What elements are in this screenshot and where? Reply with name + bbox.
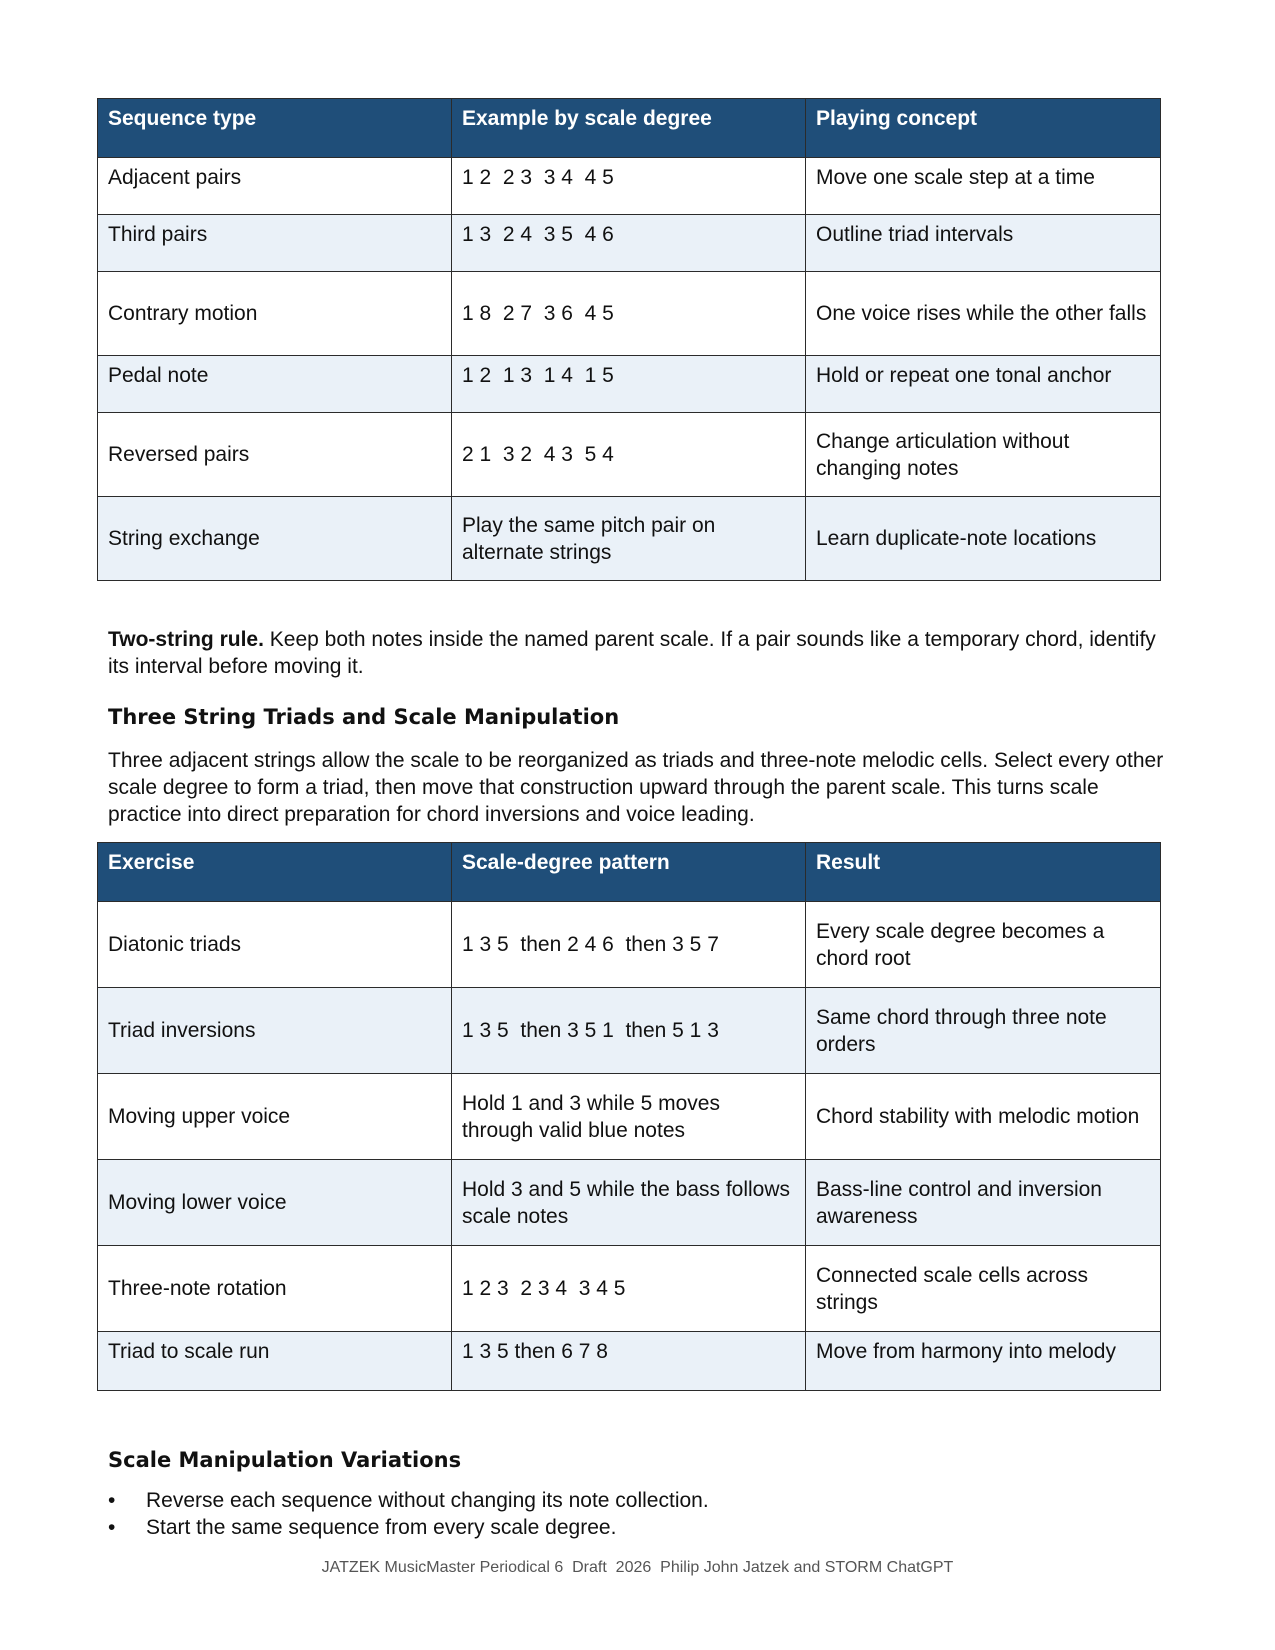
table-cell: Diatonic triads (98, 902, 452, 988)
table-row (98, 497, 1161, 581)
table-cell: Pedal note (98, 356, 452, 413)
table-cell: Learn duplicate-note locations (806, 497, 1161, 581)
table-row (98, 1074, 1161, 1160)
rule-label: Two-string rule. (108, 628, 264, 651)
table-row (98, 988, 1161, 1074)
section-heading-triads: Three String Triads and Scale Manipulation (108, 705, 620, 729)
table-row (98, 1246, 1161, 1332)
table-row (98, 356, 1161, 413)
table-cell: Move from harmony into melody (806, 1332, 1161, 1391)
table-cell: Outline triad intervals (806, 215, 1161, 272)
two-string-rule-paragraph (108, 626, 1168, 680)
column-header-result: Result (806, 843, 1161, 902)
table-cell: Hold 3 and 5 while the bass follows scale notes (452, 1160, 806, 1246)
table-header-row (98, 99, 1161, 158)
table-cell: One voice rises while the other falls (806, 272, 1161, 356)
table-cell: 1 2 2 3 3 4 4 5 (452, 158, 806, 215)
table-cell: String exchange (98, 497, 452, 581)
table-cell: 1 3 2 4 3 5 4 6 (452, 215, 806, 272)
section-heading-variations: Scale Manipulation Variations (108, 1448, 462, 1472)
table-row (98, 902, 1161, 988)
table-row (98, 1160, 1161, 1246)
table-cell: Every scale degree becomes a chord root (806, 902, 1161, 988)
column-header-exercise: Exercise (98, 843, 452, 902)
table-cell: Adjacent pairs (98, 158, 452, 215)
variations-list (108, 1487, 709, 1541)
table-cell: Triad to scale run (98, 1332, 452, 1391)
table-cell: Bass-line control and inversion awareness (806, 1160, 1161, 1246)
rule-text: Keep both notes inside the named parent scale. If a pair sounds like a temporary chord, identify its interval before moving it. (108, 628, 1156, 678)
table-row (98, 158, 1161, 215)
column-header-pattern: Scale-degree pattern (452, 843, 806, 902)
table-cell: Play the same pitch pair on alternate strings (452, 497, 806, 581)
table-cell: Triad inversions (98, 988, 452, 1074)
table-cell: Moving upper voice (98, 1074, 452, 1160)
list-item-text: Reverse each sequence without changing its note collection. (146, 1489, 709, 1512)
table-cell: Third pairs (98, 215, 452, 272)
table-cell: Change articulation without changing notes (806, 413, 1161, 497)
table-cell: 1 2 3 2 3 4 3 4 5 (452, 1246, 806, 1332)
table-cell: 1 3 5 then 6 7 8 (452, 1332, 806, 1391)
column-header-sequence-type: Sequence type (98, 99, 452, 158)
column-header-example: Example by scale degree (452, 99, 806, 158)
list-item-text: Start the same sequence from every scale degree. (146, 1516, 617, 1539)
table-cell: 2 1 3 2 4 3 5 4 (452, 413, 806, 497)
bullet-icon: • (108, 1489, 116, 1512)
table-cell: Hold 1 and 3 while 5 moves through valid blue notes (452, 1074, 806, 1160)
table-header-row (98, 843, 1161, 902)
table-cell: Hold or repeat one tonal anchor (806, 356, 1161, 413)
table-cell: Connected scale cells across strings (806, 1246, 1161, 1332)
list-item (108, 1514, 709, 1541)
table-row (98, 413, 1161, 497)
table-cell: Chord stability with melodic motion (806, 1074, 1161, 1160)
triad-exercises-table (97, 842, 1161, 1391)
list-item (108, 1487, 709, 1514)
triads-intro-paragraph: Three adjacent strings allow the scale to be reorganized as triads and three-note melodic cells. Select every other scale degree to form a triad, then move that construction upward through the parent scale. This turns scale practice into direct preparation for chord inversions and voice leading. (108, 749, 1164, 826)
table-cell: Same chord through three note orders (806, 988, 1161, 1074)
table-cell: Moving lower voice (98, 1160, 452, 1246)
table-cell: Move one scale step at a time (806, 158, 1161, 215)
table-cell: Reversed pairs (98, 413, 452, 497)
table-cell: Three-note rotation (98, 1246, 452, 1332)
sequence-types-table (97, 98, 1161, 581)
page-footer: JATZEK MusicMaster Periodical 6 Draft 2026 Philip John Jatzek and STORM ChatGPT (321, 1559, 954, 1576)
column-header-playing-concept: Playing concept (806, 99, 1161, 158)
table-cell: 1 3 5 then 2 4 6 then 3 5 7 (452, 902, 806, 988)
table-row (98, 1332, 1161, 1391)
bullet-icon: • (108, 1516, 116, 1539)
table-cell: Contrary motion (98, 272, 452, 356)
table-row (98, 272, 1161, 356)
table-cell: 1 3 5 then 3 5 1 then 5 1 3 (452, 988, 806, 1074)
table-row (98, 215, 1161, 272)
table-cell: 1 2 1 3 1 4 1 5 (452, 356, 806, 413)
table-cell: 1 8 2 7 3 6 4 5 (452, 272, 806, 356)
